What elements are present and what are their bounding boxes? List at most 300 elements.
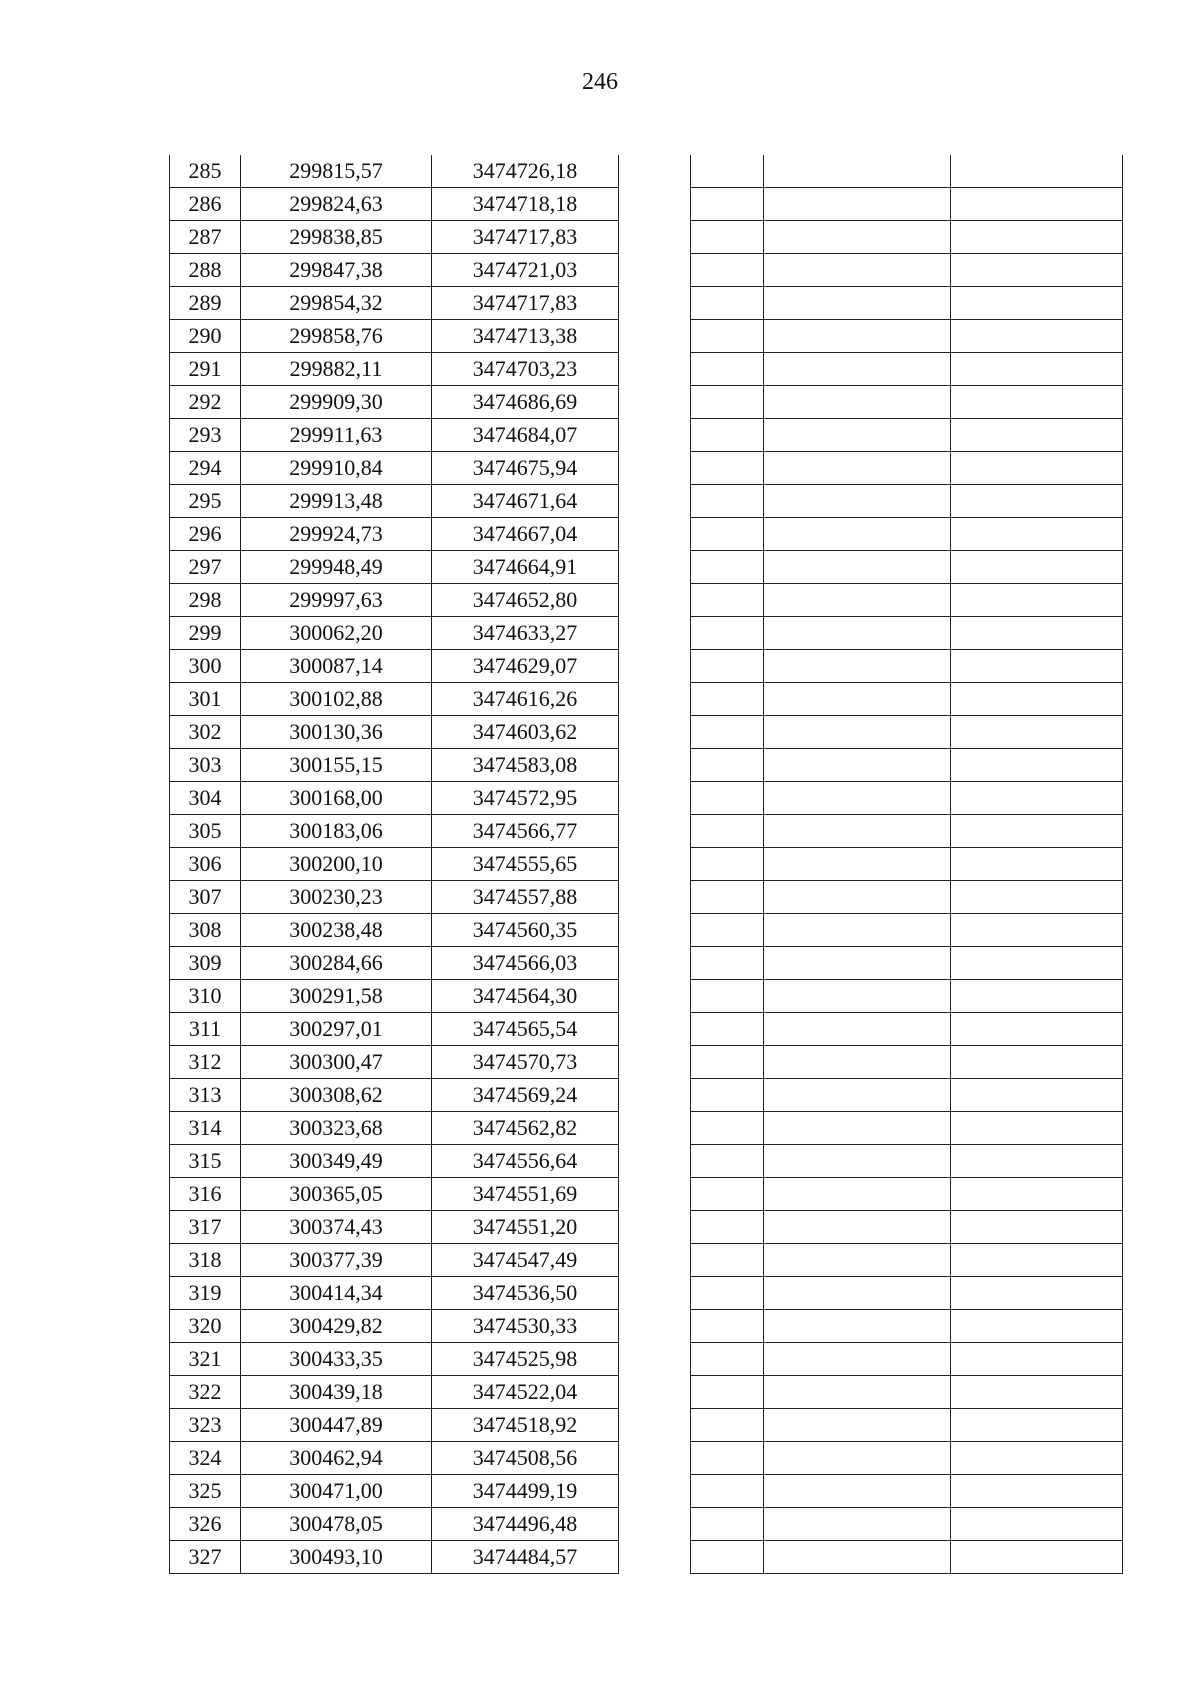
y-coordinate-cell [951, 155, 1123, 188]
y-coordinate-cell [951, 782, 1123, 815]
y-coordinate-cell [951, 1376, 1123, 1409]
y-coordinate-cell [951, 650, 1123, 683]
point-number-cell [691, 1475, 764, 1508]
point-number-cell: 309 [170, 947, 241, 980]
point-number-cell: 292 [170, 386, 241, 419]
table-row [170, 188, 619, 221]
y-coordinate-cell [951, 1079, 1123, 1112]
table-row [691, 716, 1123, 749]
table-row [170, 716, 619, 749]
y-coordinate-cell [951, 1508, 1123, 1541]
point-number-cell: 285 [170, 155, 241, 188]
table-row [170, 287, 619, 320]
y-coordinate-cell: 3474562,82 [432, 1112, 619, 1145]
y-coordinate-cell [951, 287, 1123, 320]
y-coordinate-cell [951, 716, 1123, 749]
y-coordinate-cell: 3474718,18 [432, 188, 619, 221]
point-number-cell: 294 [170, 452, 241, 485]
table-row [170, 1277, 619, 1310]
coordinates-table-right-body [691, 155, 1123, 1574]
x-coordinate-cell [764, 1310, 951, 1343]
point-number-cell: 287 [170, 221, 241, 254]
y-coordinate-cell: 3474536,50 [432, 1277, 619, 1310]
point-number-cell [691, 386, 764, 419]
y-coordinate-cell: 3474652,80 [432, 584, 619, 617]
x-coordinate-cell: 299847,38 [241, 254, 432, 287]
x-coordinate-cell: 300365,05 [241, 1178, 432, 1211]
point-number-cell [691, 1310, 764, 1343]
table-row [170, 947, 619, 980]
point-number-cell: 322 [170, 1376, 241, 1409]
table-row [170, 749, 619, 782]
table-row [170, 881, 619, 914]
point-number-cell: 305 [170, 815, 241, 848]
x-coordinate-cell [764, 716, 951, 749]
point-number-cell: 316 [170, 1178, 241, 1211]
x-coordinate-cell: 300200,10 [241, 848, 432, 881]
y-coordinate-cell: 3474484,57 [432, 1541, 619, 1574]
table-row [170, 584, 619, 617]
x-coordinate-cell: 300462,94 [241, 1442, 432, 1475]
table-row [691, 188, 1123, 221]
y-coordinate-cell: 3474564,30 [432, 980, 619, 1013]
table-row [170, 1508, 619, 1541]
x-coordinate-cell [764, 1145, 951, 1178]
point-number-cell [691, 254, 764, 287]
point-number-cell [691, 1211, 764, 1244]
y-coordinate-cell: 3474703,23 [432, 353, 619, 386]
table-row [691, 1442, 1123, 1475]
y-coordinate-cell [951, 485, 1123, 518]
y-coordinate-cell: 3474566,77 [432, 815, 619, 848]
x-coordinate-cell [764, 1211, 951, 1244]
x-coordinate-cell: 299911,63 [241, 419, 432, 452]
point-number-cell: 290 [170, 320, 241, 353]
coordinates-table-left-body [170, 155, 619, 1574]
table-row [691, 947, 1123, 980]
table-row [170, 155, 619, 188]
x-coordinate-cell: 300300,47 [241, 1046, 432, 1079]
table-row [691, 749, 1123, 782]
point-number-cell: 310 [170, 980, 241, 1013]
x-coordinate-cell: 299997,63 [241, 584, 432, 617]
table-row [170, 848, 619, 881]
table-row [691, 1046, 1123, 1079]
y-coordinate-cell: 3474508,56 [432, 1442, 619, 1475]
point-number-cell [691, 1541, 764, 1574]
y-coordinate-cell: 3474551,69 [432, 1178, 619, 1211]
y-coordinate-cell: 3474583,08 [432, 749, 619, 782]
point-number-cell: 297 [170, 551, 241, 584]
y-coordinate-cell: 3474717,83 [432, 287, 619, 320]
x-coordinate-cell [764, 485, 951, 518]
table-row [691, 320, 1123, 353]
x-coordinate-cell [764, 353, 951, 386]
x-coordinate-cell [764, 683, 951, 716]
y-coordinate-cell [951, 1178, 1123, 1211]
x-coordinate-cell: 300284,66 [241, 947, 432, 980]
y-coordinate-cell [951, 221, 1123, 254]
y-coordinate-cell [951, 749, 1123, 782]
table-row [691, 287, 1123, 320]
y-coordinate-cell [951, 551, 1123, 584]
table-row [170, 980, 619, 1013]
y-coordinate-cell [951, 1013, 1123, 1046]
point-number-cell [691, 287, 764, 320]
x-coordinate-cell [764, 980, 951, 1013]
x-coordinate-cell [764, 1442, 951, 1475]
x-coordinate-cell: 300062,20 [241, 617, 432, 650]
table-row [170, 617, 619, 650]
x-coordinate-cell [764, 1112, 951, 1145]
y-coordinate-cell: 3474560,35 [432, 914, 619, 947]
point-number-cell [691, 155, 764, 188]
y-coordinate-cell: 3474499,19 [432, 1475, 619, 1508]
table-row [691, 650, 1123, 683]
x-coordinate-cell [764, 947, 951, 980]
y-coordinate-cell: 3474717,83 [432, 221, 619, 254]
x-coordinate-cell: 300230,23 [241, 881, 432, 914]
point-number-cell: 302 [170, 716, 241, 749]
table-row [170, 485, 619, 518]
table-row [170, 1211, 619, 1244]
x-coordinate-cell [764, 155, 951, 188]
x-coordinate-cell [764, 1046, 951, 1079]
x-coordinate-cell [764, 1079, 951, 1112]
y-coordinate-cell: 3474496,48 [432, 1508, 619, 1541]
x-coordinate-cell: 300155,15 [241, 749, 432, 782]
table-row [170, 419, 619, 452]
table-row [691, 419, 1123, 452]
y-coordinate-cell [951, 584, 1123, 617]
point-number-cell [691, 1376, 764, 1409]
y-coordinate-cell: 3474629,07 [432, 650, 619, 683]
table-row [691, 254, 1123, 287]
x-coordinate-cell [764, 1541, 951, 1574]
x-coordinate-cell [764, 881, 951, 914]
point-number-cell: 318 [170, 1244, 241, 1277]
x-coordinate-cell [764, 749, 951, 782]
table-row [691, 353, 1123, 386]
table-row [691, 1475, 1123, 1508]
point-number-cell: 304 [170, 782, 241, 815]
y-coordinate-cell [951, 1046, 1123, 1079]
x-coordinate-cell [764, 782, 951, 815]
x-coordinate-cell: 300323,68 [241, 1112, 432, 1145]
y-coordinate-cell: 3474565,54 [432, 1013, 619, 1046]
x-coordinate-cell: 300439,18 [241, 1376, 432, 1409]
point-number-cell: 299 [170, 617, 241, 650]
x-coordinate-cell [764, 1508, 951, 1541]
x-coordinate-cell [764, 452, 951, 485]
y-coordinate-cell: 3474547,49 [432, 1244, 619, 1277]
table-row [170, 1244, 619, 1277]
point-number-cell [691, 1145, 764, 1178]
point-number-cell [691, 1079, 764, 1112]
x-coordinate-cell: 300374,43 [241, 1211, 432, 1244]
y-coordinate-cell: 3474572,95 [432, 782, 619, 815]
point-number-cell [691, 1046, 764, 1079]
point-number-cell: 289 [170, 287, 241, 320]
x-coordinate-cell: 299858,76 [241, 320, 432, 353]
table-row [170, 518, 619, 551]
table-row [691, 1079, 1123, 1112]
x-coordinate-cell: 299948,49 [241, 551, 432, 584]
y-coordinate-cell: 3474726,18 [432, 155, 619, 188]
point-number-cell [691, 1343, 764, 1376]
x-coordinate-cell [764, 221, 951, 254]
y-coordinate-cell: 3474570,73 [432, 1046, 619, 1079]
y-coordinate-cell: 3474566,03 [432, 947, 619, 980]
y-coordinate-cell: 3474525,98 [432, 1343, 619, 1376]
table-row [691, 881, 1123, 914]
point-number-cell [691, 1013, 764, 1046]
y-coordinate-cell [951, 683, 1123, 716]
y-coordinate-cell [951, 947, 1123, 980]
y-coordinate-cell: 3474522,04 [432, 1376, 619, 1409]
x-coordinate-cell: 299882,11 [241, 353, 432, 386]
x-coordinate-cell: 300433,35 [241, 1343, 432, 1376]
x-coordinate-cell: 299815,57 [241, 155, 432, 188]
point-number-cell: 295 [170, 485, 241, 518]
x-coordinate-cell [764, 584, 951, 617]
table-row [170, 650, 619, 683]
y-coordinate-cell [951, 914, 1123, 947]
y-coordinate-cell: 3474616,26 [432, 683, 619, 716]
y-coordinate-cell [951, 353, 1123, 386]
table-row [691, 1343, 1123, 1376]
x-coordinate-cell: 300238,48 [241, 914, 432, 947]
table-row [170, 815, 619, 848]
table-row [691, 1541, 1123, 1574]
table-row [691, 1409, 1123, 1442]
y-coordinate-cell [951, 452, 1123, 485]
point-number-cell [691, 650, 764, 683]
x-coordinate-cell [764, 1343, 951, 1376]
table-row [170, 320, 619, 353]
x-coordinate-cell [764, 914, 951, 947]
point-number-cell: 288 [170, 254, 241, 287]
point-number-cell [691, 221, 764, 254]
y-coordinate-cell [951, 386, 1123, 419]
x-coordinate-cell [764, 815, 951, 848]
point-number-cell: 307 [170, 881, 241, 914]
table-row [170, 1079, 619, 1112]
table-row [691, 551, 1123, 584]
x-coordinate-cell: 299910,84 [241, 452, 432, 485]
point-number-cell: 315 [170, 1145, 241, 1178]
y-coordinate-cell [951, 1145, 1123, 1178]
point-number-cell: 312 [170, 1046, 241, 1079]
y-coordinate-cell: 3474633,27 [432, 617, 619, 650]
table-row [170, 1343, 619, 1376]
x-coordinate-cell [764, 1244, 951, 1277]
point-number-cell: 293 [170, 419, 241, 452]
table-row [691, 980, 1123, 1013]
table-row [691, 1310, 1123, 1343]
point-number-cell: 296 [170, 518, 241, 551]
x-coordinate-cell: 300429,82 [241, 1310, 432, 1343]
table-row [170, 1442, 619, 1475]
y-coordinate-cell [951, 1277, 1123, 1310]
y-coordinate-cell [951, 980, 1123, 1013]
table-row [170, 1541, 619, 1574]
point-number-cell [691, 683, 764, 716]
point-number-cell [691, 881, 764, 914]
x-coordinate-cell: 300130,36 [241, 716, 432, 749]
y-coordinate-cell: 3474721,03 [432, 254, 619, 287]
point-number-cell [691, 848, 764, 881]
table-row [170, 1178, 619, 1211]
table-row [691, 1112, 1123, 1145]
point-number-cell [691, 980, 764, 1013]
point-number-cell [691, 518, 764, 551]
x-coordinate-cell: 300493,10 [241, 1541, 432, 1574]
table-row [691, 1376, 1123, 1409]
table-row [691, 1211, 1123, 1244]
y-coordinate-cell: 3474530,33 [432, 1310, 619, 1343]
x-coordinate-cell [764, 254, 951, 287]
table-row [170, 551, 619, 584]
table-row [691, 452, 1123, 485]
table-row [691, 386, 1123, 419]
point-number-cell: 313 [170, 1079, 241, 1112]
x-coordinate-cell: 300102,88 [241, 683, 432, 716]
x-coordinate-cell: 300308,62 [241, 1079, 432, 1112]
table-row [691, 1013, 1123, 1046]
point-number-cell [691, 485, 764, 518]
y-coordinate-cell: 3474603,62 [432, 716, 619, 749]
point-number-cell [691, 914, 764, 947]
x-coordinate-cell: 300168,00 [241, 782, 432, 815]
x-coordinate-cell: 299838,85 [241, 221, 432, 254]
y-coordinate-cell [951, 1244, 1123, 1277]
point-number-cell: 323 [170, 1409, 241, 1442]
y-coordinate-cell [951, 188, 1123, 221]
table-row [691, 155, 1123, 188]
y-coordinate-cell [951, 815, 1123, 848]
point-number-cell [691, 452, 764, 485]
x-coordinate-cell [764, 848, 951, 881]
point-number-cell: 324 [170, 1442, 241, 1475]
table-row [170, 254, 619, 287]
x-coordinate-cell: 299924,73 [241, 518, 432, 551]
y-coordinate-cell [951, 881, 1123, 914]
x-coordinate-cell [764, 188, 951, 221]
x-coordinate-cell: 299909,30 [241, 386, 432, 419]
y-coordinate-cell: 3474569,24 [432, 1079, 619, 1112]
point-number-cell: 319 [170, 1277, 241, 1310]
point-number-cell [691, 1409, 764, 1442]
x-coordinate-cell [764, 1475, 951, 1508]
x-coordinate-cell: 300297,01 [241, 1013, 432, 1046]
table-row [691, 1508, 1123, 1541]
y-coordinate-cell [951, 1409, 1123, 1442]
y-coordinate-cell [951, 1310, 1123, 1343]
point-number-cell [691, 947, 764, 980]
point-number-cell [691, 188, 764, 221]
x-coordinate-cell [764, 1409, 951, 1442]
y-coordinate-cell [951, 320, 1123, 353]
y-coordinate-cell: 3474667,04 [432, 518, 619, 551]
table-row [170, 452, 619, 485]
x-coordinate-cell: 300087,14 [241, 650, 432, 683]
x-coordinate-cell [764, 1376, 951, 1409]
point-number-cell [691, 551, 764, 584]
point-number-cell: 317 [170, 1211, 241, 1244]
point-number-cell [691, 419, 764, 452]
y-coordinate-cell: 3474551,20 [432, 1211, 619, 1244]
point-number-cell [691, 1112, 764, 1145]
table-row [170, 386, 619, 419]
x-coordinate-cell [764, 650, 951, 683]
table-row [691, 221, 1123, 254]
y-coordinate-cell [951, 1343, 1123, 1376]
point-number-cell: 326 [170, 1508, 241, 1541]
x-coordinate-cell: 300349,49 [241, 1145, 432, 1178]
y-coordinate-cell [951, 848, 1123, 881]
point-number-cell: 300 [170, 650, 241, 683]
table-row [170, 1310, 619, 1343]
y-coordinate-cell: 3474675,94 [432, 452, 619, 485]
table-row [170, 782, 619, 815]
table-row [691, 683, 1123, 716]
y-coordinate-cell [951, 1475, 1123, 1508]
table-row [170, 1475, 619, 1508]
table-row [170, 1376, 619, 1409]
table-row [691, 485, 1123, 518]
table-row [691, 518, 1123, 551]
point-number-cell: 306 [170, 848, 241, 881]
y-coordinate-cell [951, 518, 1123, 551]
x-coordinate-cell: 300478,05 [241, 1508, 432, 1541]
table-row [170, 1145, 619, 1178]
point-number-cell: 308 [170, 914, 241, 947]
point-number-cell [691, 815, 764, 848]
point-number-cell: 298 [170, 584, 241, 617]
y-coordinate-cell: 3474713,38 [432, 320, 619, 353]
x-coordinate-cell: 300377,39 [241, 1244, 432, 1277]
x-coordinate-cell: 299854,32 [241, 287, 432, 320]
x-coordinate-cell [764, 1277, 951, 1310]
page-number: 246 [582, 69, 618, 95]
y-coordinate-cell: 3474671,64 [432, 485, 619, 518]
coordinates-table-left [169, 155, 619, 1574]
point-number-cell [691, 749, 764, 782]
x-coordinate-cell [764, 419, 951, 452]
point-number-cell [691, 1178, 764, 1211]
table-row [691, 815, 1123, 848]
coordinates-table-right [690, 155, 1123, 1574]
table-row [691, 1244, 1123, 1277]
point-number-cell [691, 1244, 764, 1277]
point-number-cell: 321 [170, 1343, 241, 1376]
point-number-cell [691, 1442, 764, 1475]
point-number-cell [691, 353, 764, 386]
table-row [691, 848, 1123, 881]
y-coordinate-cell: 3474686,69 [432, 386, 619, 419]
table-row [170, 353, 619, 386]
point-number-cell: 311 [170, 1013, 241, 1046]
x-coordinate-cell: 300471,00 [241, 1475, 432, 1508]
x-coordinate-cell [764, 320, 951, 353]
point-number-cell [691, 1277, 764, 1310]
table-row [691, 1178, 1123, 1211]
point-number-cell: 320 [170, 1310, 241, 1343]
y-coordinate-cell [951, 419, 1123, 452]
y-coordinate-cell [951, 617, 1123, 650]
x-coordinate-cell [764, 287, 951, 320]
